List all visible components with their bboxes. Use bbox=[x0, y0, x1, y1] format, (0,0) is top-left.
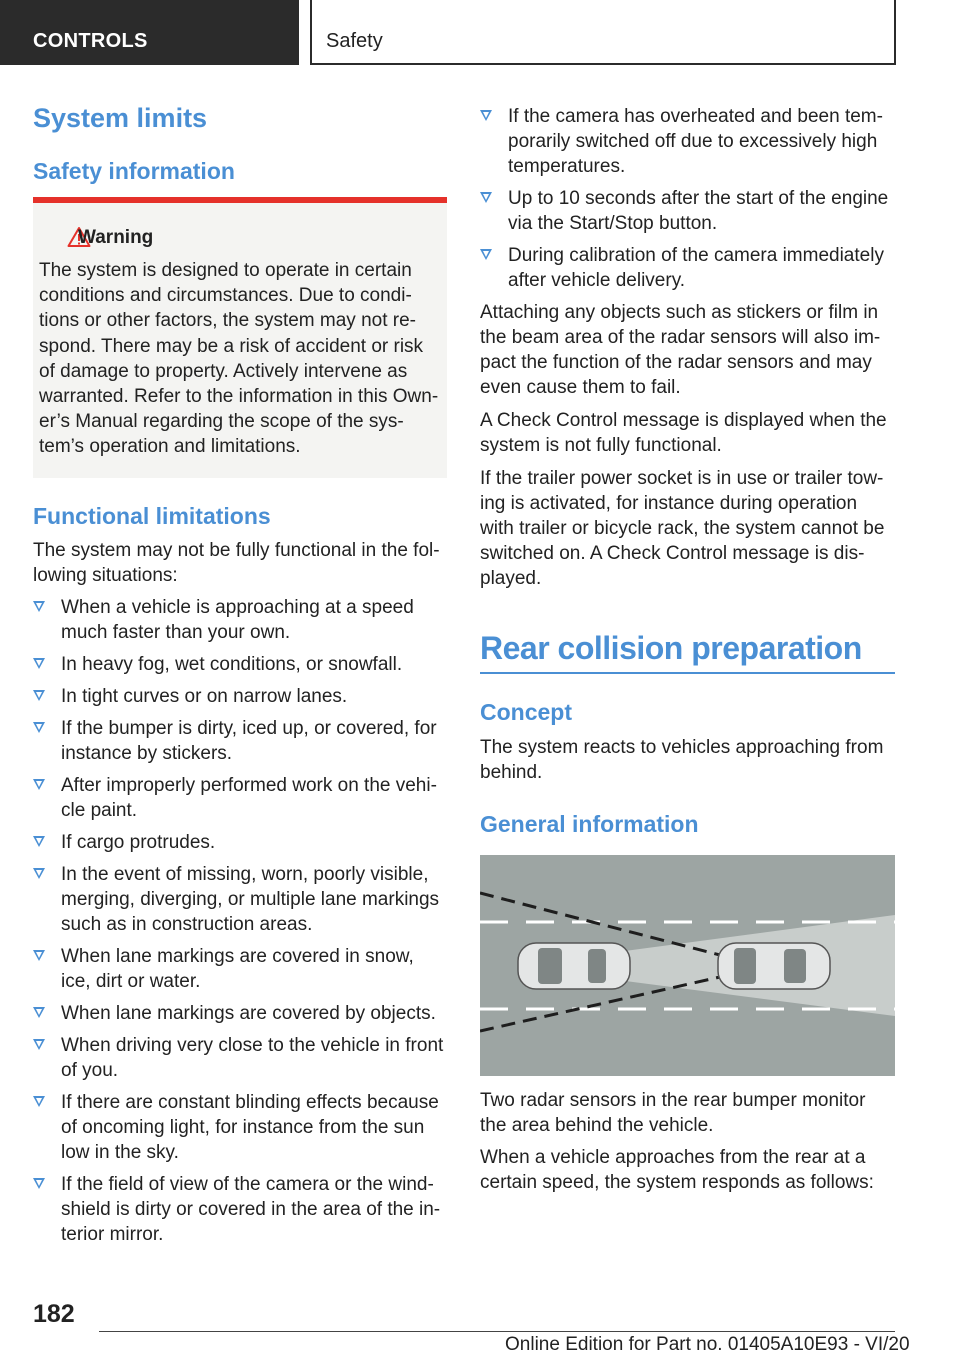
section-title-system-limits: System limits bbox=[33, 103, 208, 133]
list-item: If the field of view of the camera or the wind- shield is dirty or covered in the area of the in- terior mirror. bbox=[33, 1172, 447, 1247]
limitations-list bbox=[33, 595, 447, 1254]
edition-note: Online Edition for Part no. 01405A10E93 - VI/20 bbox=[505, 1334, 910, 1355]
triangle-bullet-icon bbox=[33, 1178, 45, 1189]
front-vehicle-icon bbox=[718, 943, 830, 989]
list-item: During calibration of the camera immediately after vehicle delivery. bbox=[480, 243, 895, 293]
list-item: If the camera has overheated and been tem- porarily switched off due to excessively high temperatures. bbox=[480, 104, 895, 179]
list-item: If the bumper is dirty, iced up, or covered, for instance by stickers. bbox=[33, 716, 447, 766]
header-section-tab bbox=[0, 0, 299, 65]
warning-text: The system is designed to operate in certain conditions and circumstances. Due to condi- tions or other factors, the system may not re- spond. There may be a risk of accident or risk of damage to property. Actively intervene as warranted. Refer to the information in this Own- er’s Manual regarding the scope of the sys- tem’s operation and limitations. bbox=[39, 260, 439, 458]
triangle-bullet-icon bbox=[33, 836, 45, 847]
triangle-bullet-icon bbox=[33, 1096, 45, 1107]
triangle-bullet-icon bbox=[33, 690, 45, 701]
paragraph-radar-objects: Attaching any objects such as stickers or film in the beam area of the radar sensors will also im- pact the function of the radar sensors and may even cause them to fail. bbox=[480, 302, 881, 398]
header-section-label: CONTROLS bbox=[33, 30, 148, 52]
camera-limitations-list bbox=[480, 104, 895, 300]
triangle-bullet-icon bbox=[33, 779, 45, 790]
triangle-bullet-icon bbox=[33, 722, 45, 733]
subheading-safety-information: Safety information bbox=[33, 158, 235, 184]
triangle-bullet-icon bbox=[480, 110, 492, 121]
rear-vehicle-icon bbox=[518, 943, 630, 989]
concept-text: The system reacts to vehicles approaching from behind. bbox=[480, 737, 884, 783]
header-chapter-tab bbox=[310, 0, 896, 65]
footer-divider bbox=[99, 1331, 895, 1332]
list-item: In the event of missing, worn, poorly visible, merging, diverging, or multiple lane markings such as in construction areas. bbox=[33, 862, 447, 937]
rear-radar-illustration bbox=[480, 855, 895, 1076]
list-item: In tight curves or on narrow lanes. bbox=[33, 684, 447, 709]
warning-label: Warning bbox=[78, 227, 154, 248]
triangle-bullet-icon bbox=[33, 1039, 45, 1050]
warning-box bbox=[33, 197, 447, 478]
subheading-concept: Concept bbox=[480, 699, 572, 725]
triangle-bullet-icon bbox=[33, 950, 45, 961]
triangle-bullet-icon bbox=[33, 1007, 45, 1018]
section-underline bbox=[480, 672, 895, 674]
list-item: After improperly performed work on the vehi- cle paint. bbox=[33, 773, 447, 823]
page-number: 182 bbox=[33, 1300, 75, 1328]
triangle-bullet-icon bbox=[33, 658, 45, 669]
list-item: When lane markings are covered in snow, ice, dirt or water. bbox=[33, 944, 447, 994]
paragraph-check-control: A Check Control message is displayed when the system is not fully functional. bbox=[480, 410, 887, 456]
triangle-bullet-icon bbox=[480, 249, 492, 260]
subheading-functional-limitations: Functional limitations bbox=[33, 503, 271, 529]
figure-caption-radar: Two radar sensors in the rear bumper monitor the area behind the vehicle. bbox=[480, 1090, 866, 1136]
figure-caption-response: When a vehicle approaches from the rear at a certain speed, the system responds as follows: bbox=[480, 1147, 874, 1193]
triangle-bullet-icon bbox=[33, 601, 45, 612]
list-item: When a vehicle is approaching at a speed much faster than your own. bbox=[33, 595, 447, 645]
section-title-rear-collision: Rear collision preparation bbox=[480, 630, 862, 666]
triangle-bullet-icon bbox=[480, 192, 492, 203]
list-item: In heavy fog, wet conditions, or snowfall. bbox=[33, 652, 447, 677]
paragraph-trailer: If the trailer power socket is in use or trailer tow- ing is activated, for instance during operation with trailer or bicycle rack, the system cannot be switched on. A Check Control message is dis- played. bbox=[480, 468, 885, 589]
limitations-intro: The system may not be fully functional in the fol- lowing situations: bbox=[33, 540, 440, 586]
list-item: Up to 10 seconds after the start of the engine via the Start/Stop button. bbox=[480, 186, 895, 236]
list-item: If cargo protrudes. bbox=[33, 830, 447, 855]
list-item: When driving very close to the vehicle in front of you. bbox=[33, 1033, 447, 1083]
list-item: When lane markings are covered by objects. bbox=[33, 1001, 447, 1026]
triangle-bullet-icon bbox=[33, 868, 45, 879]
header-chapter-label: Safety bbox=[326, 30, 383, 52]
list-item: If there are constant blinding effects because of oncoming light, for instance from the sun low in the sky. bbox=[33, 1090, 447, 1165]
subheading-general-information: General information bbox=[480, 811, 699, 837]
